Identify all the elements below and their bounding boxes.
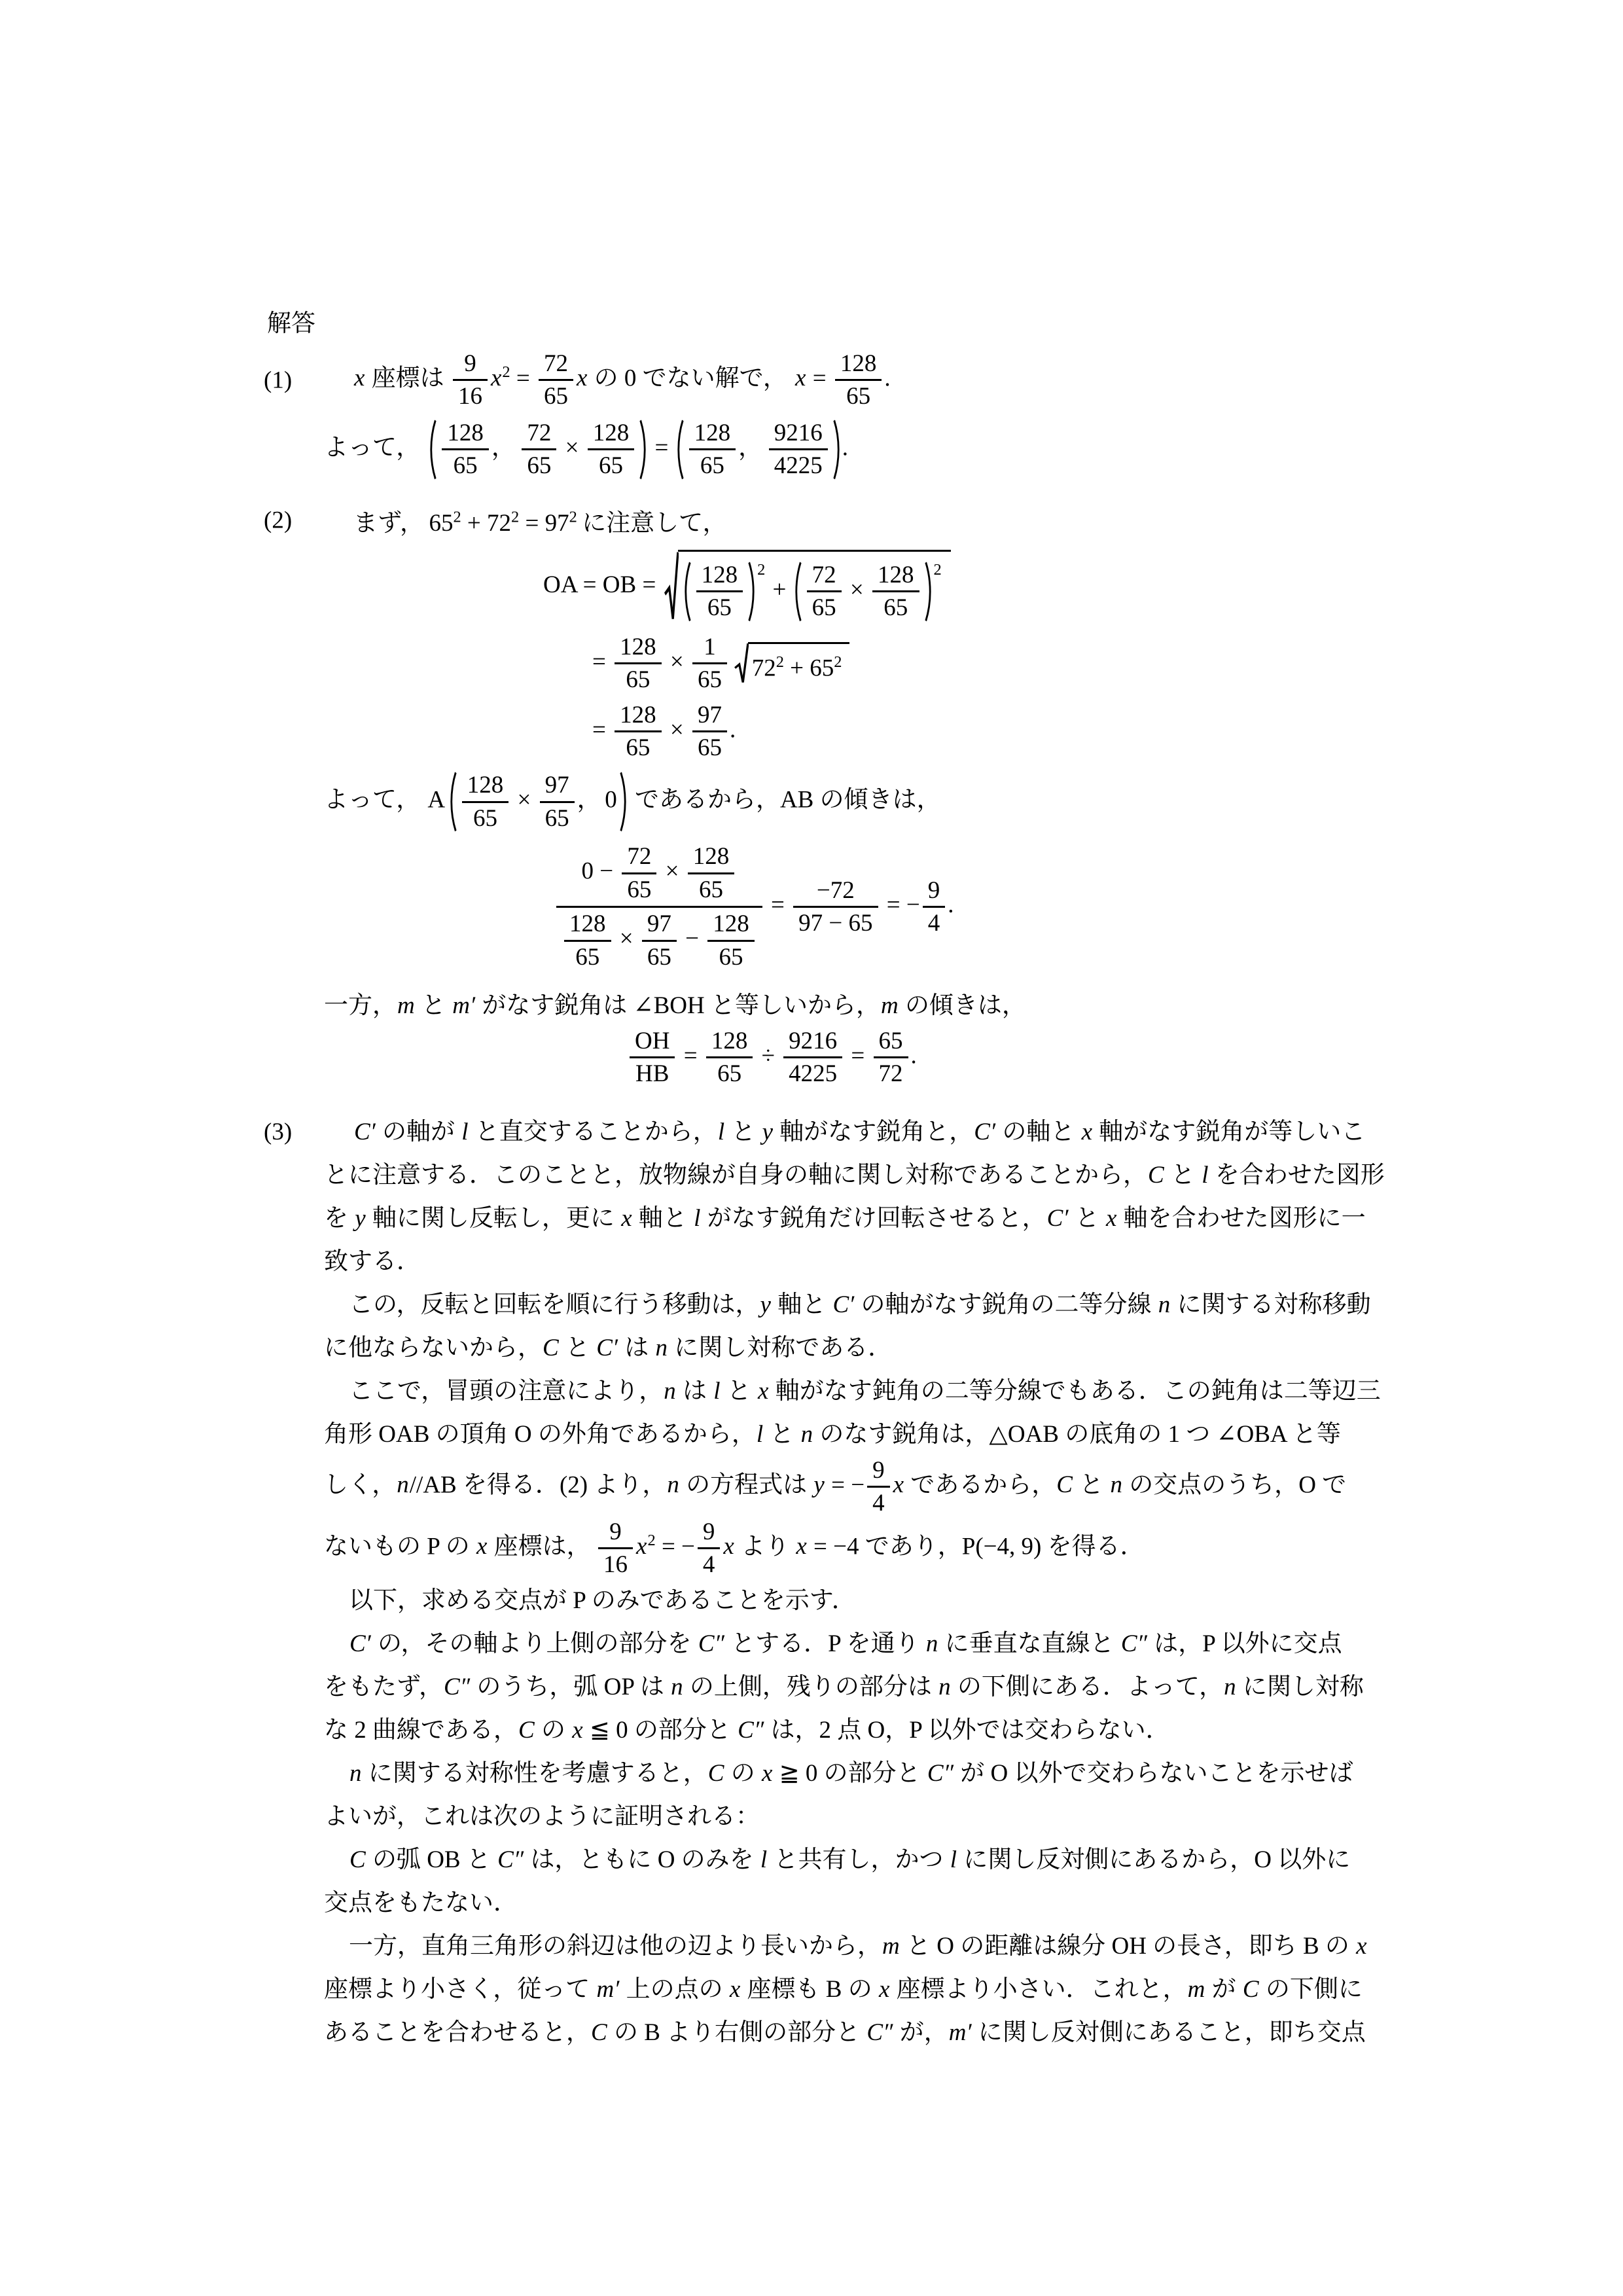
item-1-rows: [264, 348, 1623, 482]
fraction: $\frac{128}{65}$: [689, 419, 736, 480]
eq-2-4: = $\frac{128}{65}$ × $\frac{97}{65}$ .: [592, 701, 736, 761]
left-paren-icon: [429, 419, 437, 480]
fraction: $\frac{128}{65}$: [706, 1027, 753, 1088]
fraction: $\frac{9}{4}$: [923, 876, 946, 938]
fraction: $\frac{9}{4}$: [698, 1518, 721, 1579]
eq-2-8: $\frac{OH}{HB}$ = $\frac{128}{65}$ ÷ $\frac{9216}{4225}$ = $\frac{65}{72}$ .: [627, 1026, 1623, 1090]
p3-l3: を y 軸に関し反転し，更に x 軸と l がなす鋭角だけ回転させると，C′ と x 軸を合わせた図形に一: [324, 1204, 1366, 1232]
p3-l15: n に関する対称性を考慮すると，C の x ≧ 0 の部分と C″ が O 以外で交わらないことを示せば: [349, 1759, 1353, 1787]
fraction: $\frac{128}{65}$: [462, 771, 509, 833]
fraction: $\frac{9}{16}$: [453, 350, 488, 411]
radical-icon: [734, 642, 749, 685]
fraction: 0 − $\frac{72}{65}$ × $\frac{128}{65}$ $\frac{128}{65}$ × $\frac{97}{65}$ − $\frac{128}{65}$: [556, 842, 762, 972]
eq-1-1: x 座標は $\frac{9}{16}$ $x^2$ = $\frac{72}{65}$ x の 0 でない解で， x = $\frac{128}{65}$ . (1): [264, 350, 891, 410]
fraction: $\frac{97}{65}$: [692, 701, 727, 762]
left-paren-icon: [676, 419, 685, 480]
item-2: [264, 501, 1623, 1090]
p3-l8: 角形 OAB の頂角 O の外角であるから，l と n のなす鋭角は，△OAB の底角の 1 つ ∠OBA と等: [324, 1420, 1341, 1448]
fraction: $\frac{9216}{4225}$: [783, 1027, 842, 1088]
fraction: $\frac{97}{65}$: [642, 910, 677, 971]
fraction: $\frac{9}{16}$: [598, 1518, 633, 1579]
item-label: (2): [264, 507, 293, 534]
item-label: (1): [264, 367, 293, 394]
p3-l7: ここで，冒頭の注意により，n は l と x 軸がなす鈍角の二等分線でもある．この鈍角は二等辺三: [349, 1377, 1381, 1405]
fraction: $\frac{128}{65}$: [588, 419, 635, 480]
item-2-rows: [264, 501, 1623, 1090]
eq-2-2: OA = OB = $\frac{128}{65}$ 2 + $\frac{72}{65}$ × $\frac{128}{65}$ 2: [543, 548, 1623, 625]
p3-l20: 座標より小さく，従って m′ 上の点の x 座標も B の x 座標より小さい．これと，m が C の下側に: [324, 1975, 1363, 2003]
left-paren-icon: [794, 561, 802, 622]
right-paren-icon: [832, 419, 841, 480]
eq-2-7: 一方，m と m′ がなす鋭角は ∠BOH と等しいから，m の傾きは，: [324, 992, 1026, 1019]
paren-group: $\frac{128}{65}$ 2: [683, 561, 766, 622]
p3-l2: とに注意する．このことと，放物線が自身の軸に関し対称であることから，C と l を合わせた図形: [324, 1161, 1385, 1189]
p3-l14: な 2 曲線である，C の x ≦ 0 の部分と C″ は，2 点 O，P 以外では交わらない．: [324, 1716, 1170, 1744]
fraction: $\frac{128}{65}$: [564, 910, 611, 971]
section-title: 解答: [267, 310, 315, 337]
fraction: $\frac{72}{65}$: [622, 842, 656, 904]
p3-l1: C′ の軸が l と直交することから，l と y 軸がなす鋭角と，C′ の軸と x 軸がなす鋭角が等しいこ (3): [353, 1111, 1623, 1154]
fraction: $\frac{1}{65}$: [692, 633, 727, 694]
fraction: $\frac{128}{65}$: [835, 350, 882, 411]
item-3: [264, 1111, 1623, 2054]
eq-2-3: = $\frac{128}{65}$ × $\frac{1}{65}$ $72^2 + 65^2$: [592, 632, 1623, 696]
fraction: $\frac{9}{4}$: [867, 1456, 890, 1518]
fraction: $\frac{128}{65}$: [688, 842, 735, 904]
paren-group: $\frac{128}{65}$ ， $\frac{72}{65}$ × $\frac{128}{65}$: [429, 419, 647, 480]
item-1: [264, 348, 1623, 482]
fraction: $\frac{128}{65}$: [707, 910, 755, 971]
p3-l13: をもたず，C″ のうち，弧 OP は n の上側，残りの部分は n の下側にある．よって，n に関し対称: [324, 1673, 1364, 1700]
square-root: $72^2 + 65^2$: [734, 642, 850, 685]
p3-l6: に他ならないから，C と C′ は n に関し対称である．: [324, 1334, 893, 1361]
fraction: $\frac{9216}{4225}$: [769, 419, 828, 480]
left-paren-icon: [683, 561, 692, 622]
fraction: $\frac{72}{65}$: [522, 419, 556, 480]
right-paren-icon: [619, 771, 628, 833]
fraction: $\frac{97}{65}$: [540, 771, 575, 833]
fraction: $\frac{OH}{HB}$: [630, 1027, 675, 1088]
eq-2-5: よって， A $\frac{128}{65}$ × $\frac{97}{65}$ ， 0 であるから，AB の傾きは，: [324, 772, 941, 832]
right-paren-icon: [747, 561, 756, 622]
p3-l16: よいが，これは次のように証明される：: [324, 1803, 760, 1830]
right-paren-icon: [639, 419, 647, 480]
p3-l4: 致する．: [324, 1247, 421, 1275]
p3-l19: 一方，直角三角形の斜辺は他の辺より長いから，m と O の距離は線分 OH の長さ，即ち B の x: [349, 1932, 1367, 1960]
p3-l12: C′ の，その軸より上側の部分を C″ とする．P を通り n に垂直な直線と C″ は，P 以外に交点: [349, 1630, 1342, 1657]
right-paren-icon: [924, 561, 933, 622]
eq-1-2: よって， $\frac{128}{65}$ ， $\frac{72}{65}$ × $\frac{128}{65}$ = $\frac{128}{65}$ ， $\frac{9216}{4225}$ .: [324, 419, 848, 480]
eq-2-6: 0 − $\frac{72}{65}$ × $\frac{128}{65}$ $\frac{128}{65}$ × $\frac{97}{65}$ − $\frac{128}{65}$ = $\frac{-72}{97 - 65}$ = − $\frac{9}{4}$ .: [554, 840, 1623, 973]
p3-l21: あることを合わせると，C の B より右側の部分と C″ が，m′ に関し反対側にあること，即ち交点: [324, 2018, 1366, 2046]
fraction: $\frac{128}{65}$: [696, 561, 743, 622]
square-root: $\frac{128}{65}$ 2 + $\frac{72}{65}$ × $\frac{128}{65}$ 2: [664, 550, 951, 624]
p3-l11: 以下，求める交点が P のみであることを示す．: [349, 1587, 856, 1614]
left-paren-icon: [449, 771, 457, 833]
p3-l10: ないもの P の x 座標は， $\frac{9}{16}$ $x^2$ = − $\frac{9}{4}$ x より x = −4 であり，P(−4, 9) を得る．: [324, 1518, 1145, 1579]
fraction: $\frac{128}{65}$: [442, 419, 489, 480]
fraction: $\frac{-72}{97 - 65}$: [793, 876, 878, 938]
p3-l18: 交点をもたない．: [324, 1889, 518, 1916]
p3-l9: しく，n//AB を得る．(2) より，n の方程式は y = − $\frac{9}{4}$ x であるから，C と n の交点のうち，O で: [324, 1456, 1347, 1517]
fraction: $\frac{72}{65}$: [539, 350, 573, 411]
item-3-rows: [264, 1111, 1623, 2054]
paren-group: $\frac{72}{65}$ × $\frac{128}{65}$ 2: [794, 561, 942, 622]
item-label: (3): [264, 1118, 293, 1145]
fraction: $\frac{128}{65}$: [872, 561, 919, 622]
fraction: $\frac{128}{65}$: [615, 701, 662, 762]
paren-group: $\frac{128}{65}$ × $\frac{97}{65}$ ， 0: [449, 771, 628, 833]
fraction: $\frac{128}{65}$: [615, 633, 662, 694]
fraction: $\frac{72}{65}$: [807, 561, 842, 622]
p3-l5: この，反転と回転を順に行う移動は，y 軸と C′ の軸がなす鋭角の二等分線 n に関する対称移動: [349, 1291, 1371, 1318]
eq-2-1: まず， $65^2 + 72^2 = 97^2$ に注意して， (2): [264, 507, 727, 537]
p3-l17: C の弧 OB と C″ は，ともに O のみを l と共有し，かつ l に関し反対側にあるから，O 以外に: [349, 1846, 1351, 1873]
fraction: $\frac{65}{72}$: [874, 1027, 908, 1088]
paren-group: $\frac{128}{65}$ ， $\frac{9216}{4225}$: [676, 419, 841, 480]
radical-icon: [664, 550, 679, 624]
